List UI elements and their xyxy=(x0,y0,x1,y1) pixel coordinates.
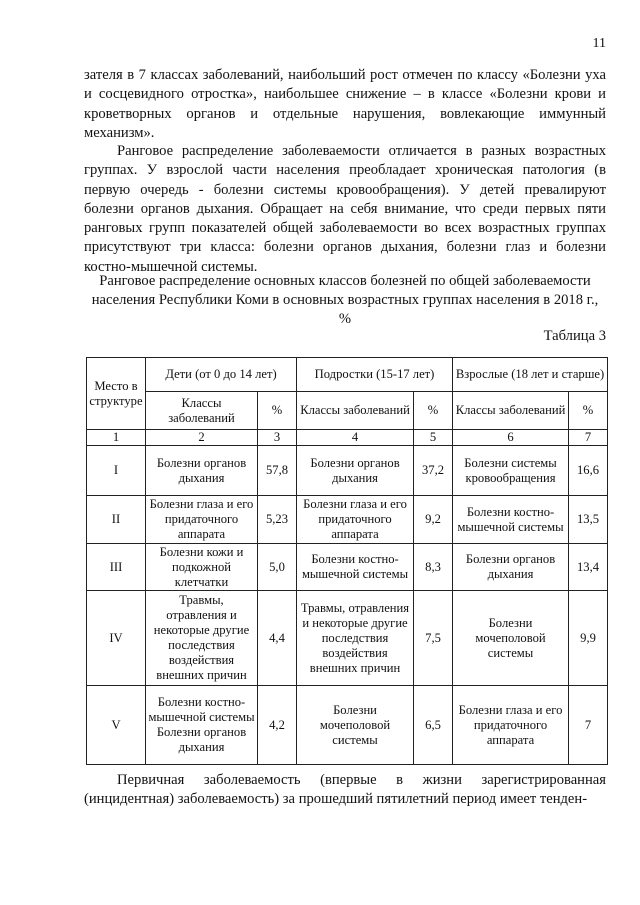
paragraph-1: зателя в 7 классах заболеваний, наибольший рост отмечен по классу «Болезни уха и сосцевидного отростка», наибольшее снижение – в классе «Болезни крови и кроветворных органов и отдельные нарушения, вовлекающие иммунный механизм». xyxy=(84,67,606,141)
teens-percent-cell: 37,2 xyxy=(414,446,453,496)
teens-class-cell: Болезни мочеполовой системы xyxy=(297,686,414,765)
adults-class-cell: Болезни органов дыхания xyxy=(453,544,569,591)
adults-percent-cell: 9,9 xyxy=(569,591,608,686)
page-number: 11 xyxy=(592,36,606,51)
children-percent-cell: 4,4 xyxy=(258,591,297,686)
rank-cell: IV xyxy=(87,591,146,686)
paragraph-2: Ранговое распределение заболеваемости отличается в разных возрастных группах. У взрослой части населения преобладает хроническая патология (в первую очередь - болезни системы кровообращения). У детей превалируют болезни органов дыхания. Обращает на себя внимание, что среди первых пяти ранговых групп показателей общей заболеваемости во всех возрастных группах присутствуют три класса: болезни органов дыхания, болезни глаз и болезни костно-мышечной системы. xyxy=(84,143,606,275)
table-row xyxy=(87,686,608,765)
table-row xyxy=(87,496,608,544)
children-percent-cell: 57,8 xyxy=(258,446,297,496)
paragraph-3: Первичная заболеваемость (впервые в жизни зарегистрированная (инцидентная) заболеваемость) за прошедший пятилетний период имеет тенден- xyxy=(84,772,606,808)
children-class-cell: Болезни органов дыхания xyxy=(146,446,258,496)
teens-percent-cell: 8,3 xyxy=(414,544,453,591)
header-percent-teens: % xyxy=(414,392,453,430)
column-number: 4 xyxy=(297,430,414,446)
adults-class-cell: Болезни мочеполовой системы xyxy=(453,591,569,686)
adults-class-cell: Болезни системы кровообращения xyxy=(453,446,569,496)
table-row xyxy=(87,591,608,686)
rank-cell: I xyxy=(87,446,146,496)
children-class-cell: Болезни глаза и его придаточного аппарата xyxy=(146,496,258,544)
column-number: 1 xyxy=(87,430,146,446)
table-row xyxy=(87,544,608,591)
adults-percent-cell: 13,5 xyxy=(569,496,608,544)
rank-cell: V xyxy=(87,686,146,765)
header-place: Место в структуре xyxy=(87,358,146,430)
teens-percent-cell: 9,2 xyxy=(414,496,453,544)
teens-percent-cell: 7,5 xyxy=(414,591,453,686)
adults-percent-cell: 13,4 xyxy=(569,544,608,591)
adults-percent-cell: 16,6 xyxy=(569,446,608,496)
column-number: 5 xyxy=(414,430,453,446)
teens-class-cell: Травмы, отравления и некоторые другие последствия воздействия внешних причин xyxy=(297,591,414,686)
header-percent-children: % xyxy=(258,392,297,430)
header-children: Дети (от 0 до 14 лет) xyxy=(146,358,297,392)
teens-class-cell: Болезни костно-мышечной системы xyxy=(297,544,414,591)
header-percent-adults: % xyxy=(569,392,608,430)
children-percent-cell: 4,2 xyxy=(258,686,297,765)
teens-class-cell: Болезни органов дыхания xyxy=(297,446,414,496)
children-class-cell: Болезни костно-мышечной системы Болезни органов дыхания xyxy=(146,686,258,765)
column-number: 6 xyxy=(453,430,569,446)
column-number: 3 xyxy=(258,430,297,446)
header-adults: Взрослые (18 лет и старше) xyxy=(453,358,608,392)
table-caption: Ранговое распределение основных классов болезней по общей заболеваемости населения Республики Коми в основных возрастных группах населения в 2018 г., % xyxy=(91,273,599,327)
children-class-cell: Травмы, отравления и некоторые другие последствия воздействия внешних причин xyxy=(146,591,258,686)
rank-cell: II xyxy=(87,496,146,544)
children-percent-cell: 5,23 xyxy=(258,496,297,544)
teens-class-cell: Болезни глаза и его придаточного аппарата xyxy=(297,496,414,544)
adults-percent-cell: 7 xyxy=(569,686,608,765)
rank-cell: III xyxy=(87,544,146,591)
teens-percent-cell: 6,5 xyxy=(414,686,453,765)
children-class-cell: Болезни кожи и подкожной клетчатки xyxy=(146,544,258,591)
children-percent-cell: 5,0 xyxy=(258,544,297,591)
header-classes-teens: Классы заболеваний xyxy=(297,392,414,430)
adults-class-cell: Болезни глаза и его придаточного аппарата xyxy=(453,686,569,765)
adults-class-cell: Болезни костно-мышечной системы xyxy=(453,496,569,544)
header-teens: Подростки (15-17 лет) xyxy=(297,358,453,392)
morbidity-rank-table xyxy=(86,357,608,765)
column-number: 2 xyxy=(146,430,258,446)
header-classes-children: Классы заболеваний xyxy=(146,392,258,430)
table-label: Таблица 3 xyxy=(543,328,606,344)
column-number: 7 xyxy=(569,430,608,446)
table-row xyxy=(87,446,608,496)
header-classes-adults: Классы заболеваний xyxy=(453,392,569,430)
